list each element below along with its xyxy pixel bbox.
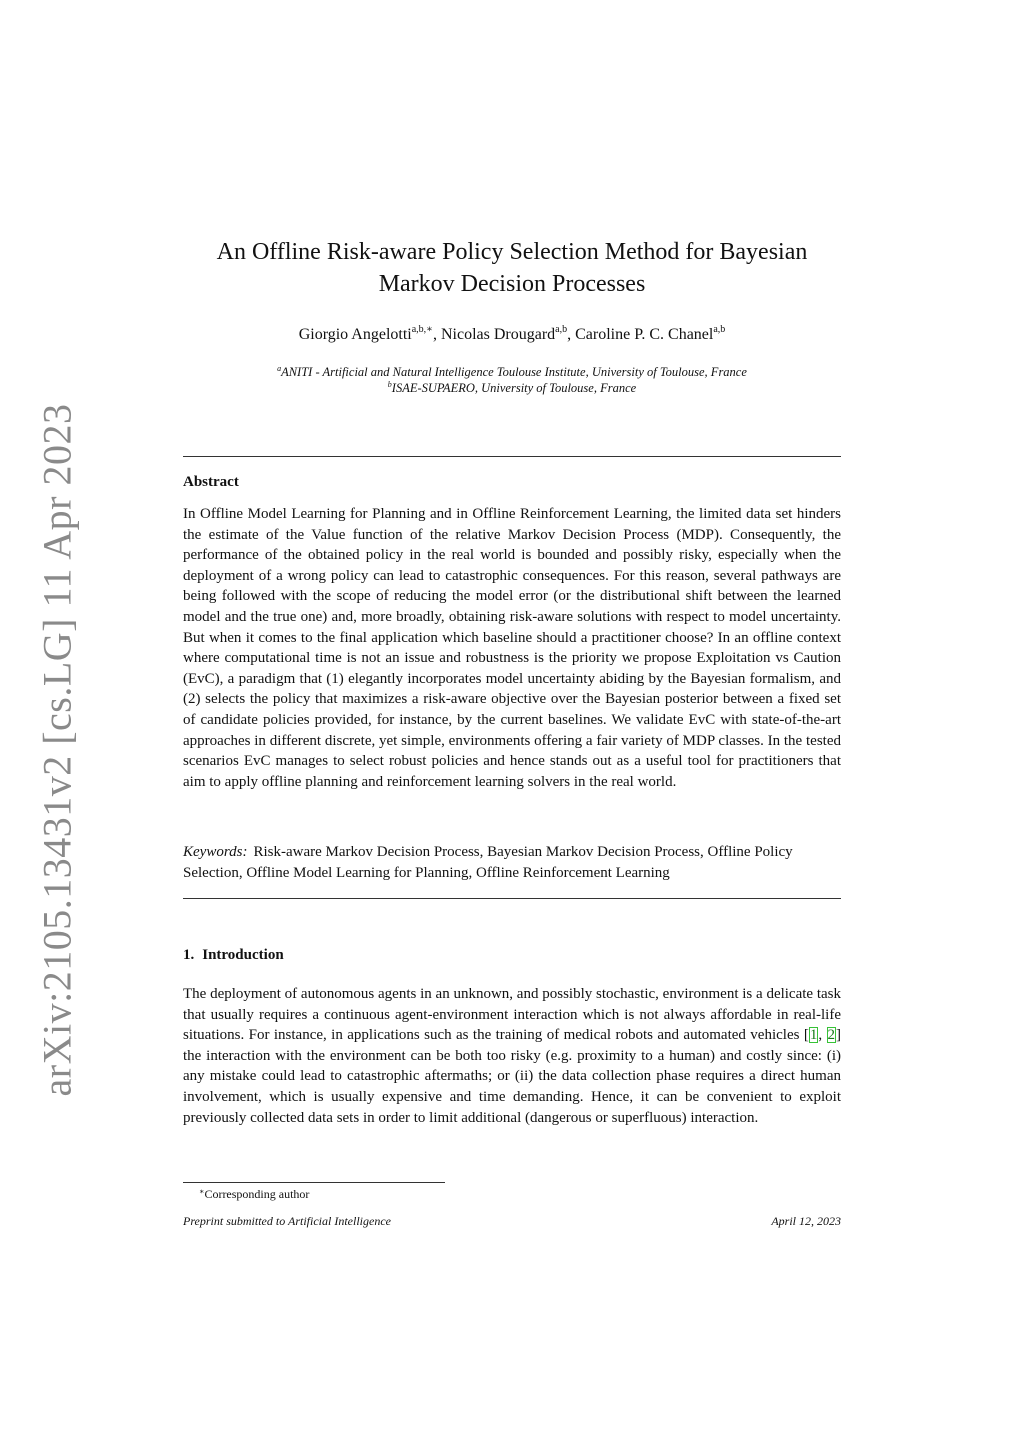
introduction-paragraph bbox=[183, 984, 841, 1128]
citation-separator: , bbox=[818, 1027, 827, 1044]
footnote-text: Corresponding author bbox=[204, 1187, 310, 1201]
keywords-label: Keywords: bbox=[183, 844, 248, 860]
paper-title bbox=[183, 236, 841, 300]
paper-title-line-2: Markov Decision Processes bbox=[378, 271, 646, 297]
abstract-bottom-rule bbox=[183, 898, 841, 899]
arxiv-identifier-stamp: arXiv:2105.13431v2 [cs.LG] 11 Apr 2023 bbox=[34, 403, 80, 1097]
section-title: Introduction bbox=[202, 947, 284, 963]
abstract-text: In Offline Model Learning for Planning and in Offline Reinforcement Learning, the limited data set hinders the estimate of the Value function of the relative Markov Decision Process (MDP). Consequently, the performance of the obtained policy in the real world is bounded and possibly risky, especially when the deployment of a wrong policy can lead to catastrophic consequences. For this reason, several pathways are being followed with the scope of reducing the model error (or the distributional shift between the learned model and the true one) and, more broadly, obtaining risk-aware solutions with respect to model uncertainty. But when it comes to the final application which baseline should a practitioner choose? In an offline context where computational time is not an issue and robustness is the priority we propose Exploitation vs Caution (EvC), a paradigm that (1) elegantly incorporates model uncertainty abiding by the Bayesian formalism, and (2) selects the policy that maximizes a risk-aware objective over the Bayesian posterior between a fixed set of candidate policies provided, for instance, by the current baselines. We validate EvC with state-of-the-art approaches in different discrete, yet simple, environments offering a fair variety of MDP classes. In the tested scenarios EvC manages to select robust policies and hence stands out as a useful tool for practitioners that aim to apply offline planning and reinforcement learning solvers in the real world. bbox=[183, 506, 841, 790]
affiliation-marker: a bbox=[277, 364, 282, 373]
footnote-marker: ∗ bbox=[199, 1187, 205, 1196]
abstract-top-rule bbox=[183, 456, 841, 457]
keywords bbox=[183, 842, 841, 883]
author-list: Giorgio Angelotti$^{a,b,∗}$, Nicolas Drougard$^{a,b}$, Caroline P. C. Chanel$^{a,b}$ bbox=[298, 324, 726, 343]
section-number: 1. bbox=[183, 947, 195, 963]
affiliation bbox=[183, 364, 841, 380]
author-name: Nicolas Drougard bbox=[440, 326, 556, 343]
affiliation bbox=[183, 380, 841, 396]
author-name: Caroline P. C. Chanel bbox=[575, 326, 714, 343]
affiliation-list bbox=[183, 364, 841, 396]
intro-text-after-citation: ] the interaction with the environment can be both too risky (e.g. proximity to a human) and costly since: (i) any mistake could lead to catastrophic aftermaths; or (ii) the data collection phase requires a direct human involvement, which is usually expensive and time demanding. Hence, it can be convenient to exploit previously collected data sets in order to limit additional (dangerous or superfluous) interaction. bbox=[183, 1027, 841, 1126]
citation-link-2[interactable]: 2 bbox=[827, 1027, 835, 1044]
abstract-heading: Abstract bbox=[183, 474, 239, 490]
keywords-text: Risk-aware Markov Decision Process, Bayesian Markov Decision Process, Offline Policy Selection, Offline Model Learning for Planning, Offline Reinforcement Learning bbox=[183, 844, 793, 881]
intro-text-before-citation: The deployment of autonomous agents in an unknown, and possibly stochastic, environment is a delicate task that usually requires a continuous agent-environment interaction which is not always affordable in real-life situations. For instance, in applications such as the training of medical robots and automated vehicles [ bbox=[183, 986, 841, 1044]
section-heading-introduction bbox=[183, 947, 284, 964]
footnote-rule bbox=[183, 1182, 445, 1183]
citation-link-1[interactable]: 1 bbox=[809, 1027, 818, 1044]
affiliation-text: ANITI - Artificial and Natural Intelligence Toulouse Institute, University of Toulouse, France bbox=[281, 365, 747, 379]
author-affiliation-marker: a,b bbox=[555, 324, 568, 335]
author-affiliation-marker: a,b,∗ bbox=[411, 324, 433, 335]
author-name: Giorgio Angelotti bbox=[298, 326, 412, 343]
author-affiliation-marker: a,b bbox=[713, 324, 726, 335]
footer-submission-note: Preprint submitted to Artificial Intelligence bbox=[183, 1214, 391, 1228]
affiliation-marker: b bbox=[387, 380, 392, 389]
footnote bbox=[199, 1187, 309, 1202]
affiliation-text: ISAE-SUPAERO, University of Toulouse, France bbox=[391, 381, 637, 395]
paper-title-line-1: An Offline Risk-aware Policy Selection Method for Bayesian bbox=[216, 239, 808, 265]
footer-date: April 12, 2023 bbox=[771, 1214, 841, 1228]
